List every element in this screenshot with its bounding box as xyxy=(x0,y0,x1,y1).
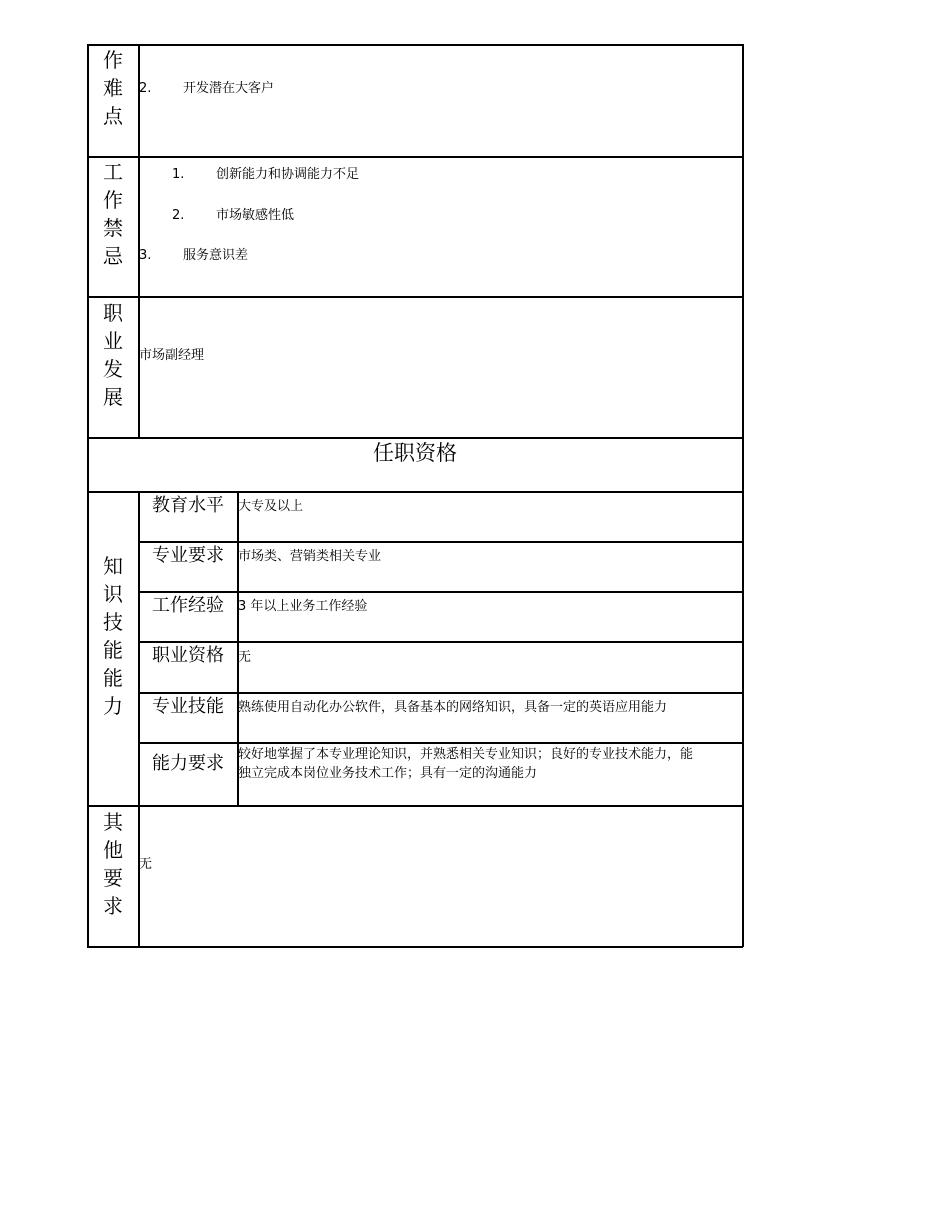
label-char: 发 xyxy=(103,357,123,381)
table-border-right xyxy=(742,44,744,947)
major-label: 专业要求 xyxy=(152,545,224,566)
label-char: 能 xyxy=(103,666,123,690)
skills-label: 专业技能 xyxy=(152,696,224,717)
item-number: 3. xyxy=(139,248,152,263)
label-char: 力 xyxy=(103,694,123,718)
column-divider xyxy=(138,44,140,438)
row-divider xyxy=(87,805,743,807)
row-divider xyxy=(87,491,743,493)
taboo-item xyxy=(139,246,248,265)
label-char: 作 xyxy=(103,48,123,72)
ability-value-line: 较好地掌握了本专业理论知识，并熟悉相关专业知识；良好的专业技术能力，能 xyxy=(238,747,694,762)
row-divider xyxy=(138,641,743,643)
table-border-top xyxy=(87,44,743,46)
career-text: 市场副经理 xyxy=(139,348,205,363)
row-divider xyxy=(138,692,743,694)
difficulty-label xyxy=(88,46,138,130)
education-label: 教育水平 xyxy=(152,495,224,516)
item-text: 开发潜在大客户 xyxy=(183,81,275,96)
career-label xyxy=(88,299,138,411)
ability-label: 能力要求 xyxy=(152,753,224,774)
label-char: 其 xyxy=(103,810,123,834)
education-value: 大专及以上 xyxy=(238,499,304,514)
label-char: 职 xyxy=(103,301,123,325)
taboo-item xyxy=(172,165,359,184)
item-number: 2. xyxy=(172,208,185,223)
label-char: 点 xyxy=(103,104,123,128)
row-divider xyxy=(138,541,743,543)
certification-value: 无 xyxy=(238,650,252,665)
difficulty-item xyxy=(139,79,274,98)
other-label xyxy=(88,808,138,920)
label-char: 知 xyxy=(103,554,123,578)
label-char: 技 xyxy=(103,610,123,634)
label-char: 能 xyxy=(103,638,123,662)
row-divider xyxy=(87,296,743,298)
label-char: 他 xyxy=(103,838,123,862)
row-divider xyxy=(138,591,743,593)
row-divider xyxy=(87,156,743,158)
item-number: 2. xyxy=(139,81,152,96)
label-char: 求 xyxy=(103,894,123,918)
label-char: 难 xyxy=(103,76,123,100)
certification-label: 职业资格 xyxy=(152,645,224,666)
item-text: 服务意识差 xyxy=(183,248,249,263)
label-char: 作 xyxy=(103,188,123,212)
major-value: 市场类、营销类相关专业 xyxy=(238,549,382,564)
job-description-table xyxy=(87,44,743,947)
item-number: 1. xyxy=(172,167,185,182)
qualification-title: 任职资格 xyxy=(373,441,457,465)
label-char: 忌 xyxy=(103,244,123,268)
label-char: 禁 xyxy=(103,216,123,240)
row-divider xyxy=(138,742,743,744)
taboo-label xyxy=(88,158,138,270)
taboo-item xyxy=(172,206,294,225)
label-char: 要 xyxy=(103,866,123,890)
other-text: 无 xyxy=(139,857,153,872)
label-char: 识 xyxy=(103,582,123,606)
table-border-bottom xyxy=(87,946,743,948)
experience-label: 工作经验 xyxy=(152,595,224,616)
experience-value: 3 年以上业务工作经验 xyxy=(238,599,368,614)
ability-value-line: 独立完成本岗位业务技术工作；具有一定的沟通能力 xyxy=(238,766,538,781)
label-char: 业 xyxy=(103,329,123,353)
label-char: 展 xyxy=(103,385,123,409)
item-text: 创新能力和协调能力不足 xyxy=(216,167,360,182)
label-char: 工 xyxy=(103,160,123,184)
knowledge-skills-label xyxy=(88,552,138,720)
item-text: 市场敏感性低 xyxy=(216,208,295,223)
skills-value: 熟练使用自动化办公软件，具备基本的网络知识，具备一定的英语应用能力 xyxy=(238,700,668,715)
